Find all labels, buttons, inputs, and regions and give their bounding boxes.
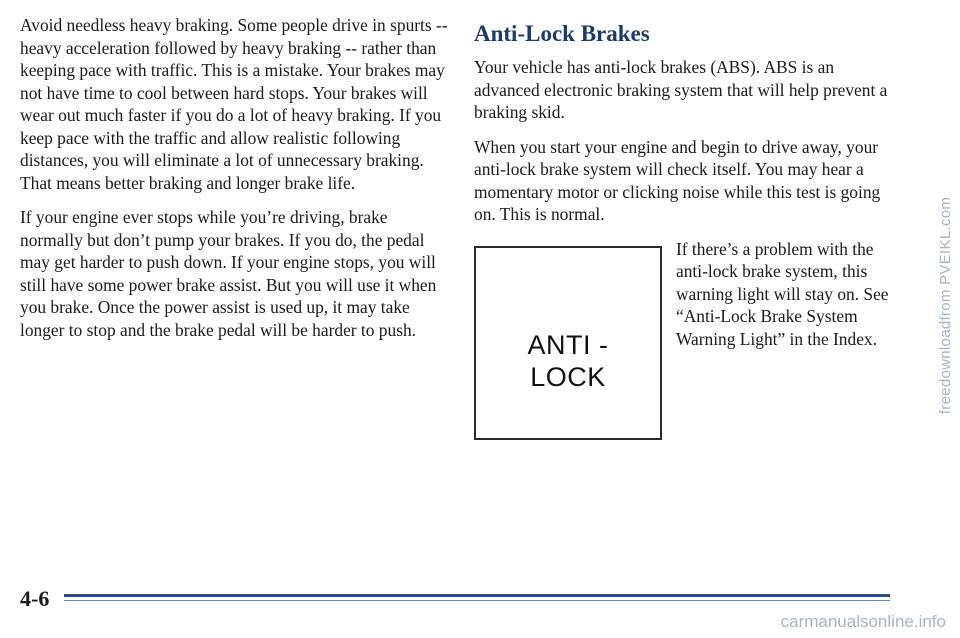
paragraph-heavy-braking: Avoid needless heavy braking. Some people drive in spurts -- heavy acceleration followed by heavy braking -- rather than keeping pace with traffic. This is a mistake. Your brakes may not have time to cool between hard stops. Your brakes will wear out much faster if you do a lot of heavy braking. If you keep pace with the traffic and allow realistic following distances, you will eliminate a lot of unnecessary braking. That means better braking and longer brake life. xyxy=(20,15,448,193)
warning-light-line2: LOCK xyxy=(530,361,606,392)
paragraph-engine-stops: If your engine ever stops while you’re driving, brake normally but don’t pump your brakes. If you do, the pedal may get harder to push down. If your engine stops, you will still have some power brake assist. But you will use it when you brake. Once the power assist is used up, it may take longer to stop and the brake pedal will be harder to push. xyxy=(20,207,437,340)
warning-light-description: If there’s a problem with the anti-lock brake system, this warning light will stay on. See “Anti-Lock Brake System Warning Light” in the Index. xyxy=(676,238,889,349)
footer-rule-thin xyxy=(64,600,890,601)
side-watermark xyxy=(934,20,958,590)
paragraph-abs-self-check: When you start your engine and begin to drive away, your anti-lock brake system will check itself. You may hear a momentary motor or clicking noise while this test is going on. This is normal. xyxy=(474,136,881,224)
section-heading: Anti-Lock Brakes xyxy=(474,21,650,46)
anti-lock-warning-light-icon xyxy=(474,246,662,440)
side-watermark-text: freedownloadfrom PVEIKL.com xyxy=(937,196,955,414)
warning-light-line1: ANTI - xyxy=(527,329,609,360)
warning-light-block xyxy=(474,238,904,468)
footer-rule xyxy=(64,594,890,597)
bottom-watermark: carmanualsonline.info xyxy=(780,612,946,631)
right-column xyxy=(474,14,904,468)
paragraph-abs-intro: Your vehicle has anti-lock brakes (ABS). ABS is an advanced electronic braking system that will help prevent a braking skid. xyxy=(474,57,888,122)
left-column xyxy=(20,14,452,353)
page-number: 4-6 xyxy=(20,586,50,611)
